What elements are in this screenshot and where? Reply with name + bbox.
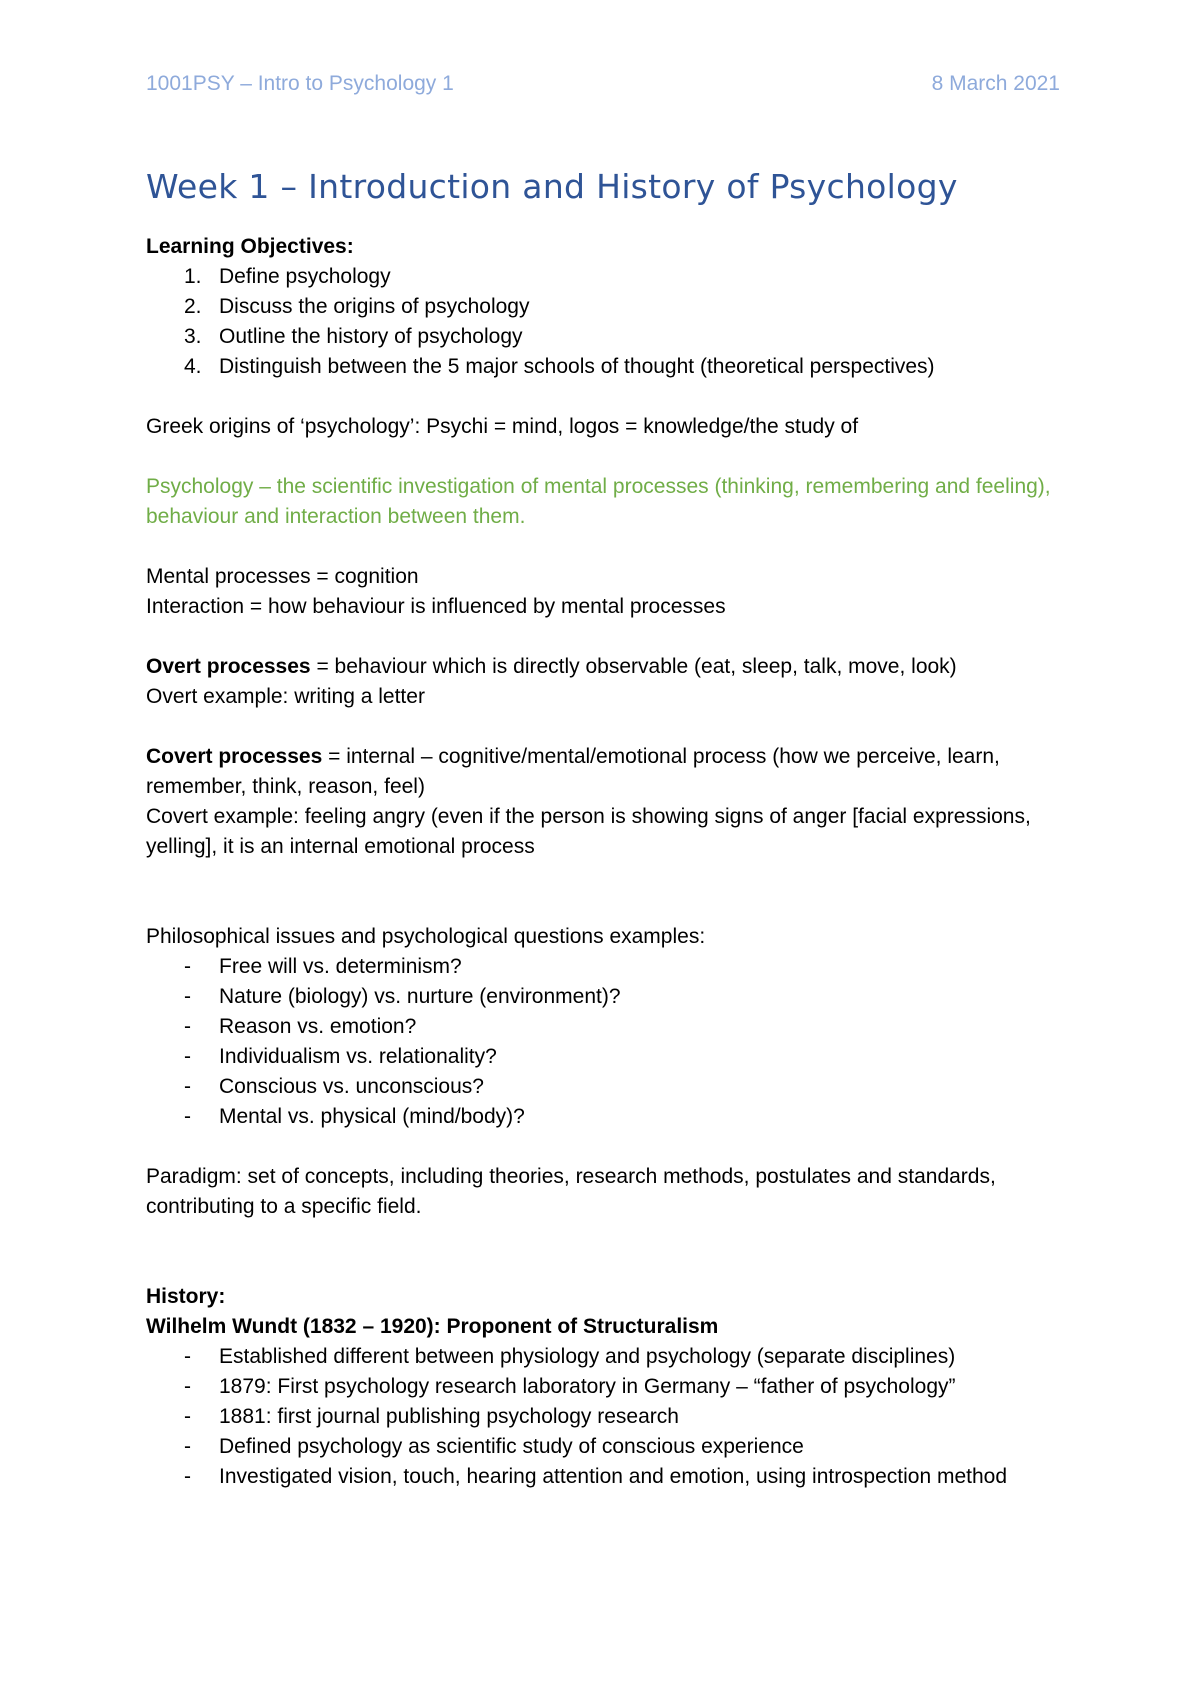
wundt-list xyxy=(146,1342,1061,1492)
mental-processes-line: Mental processes = cognition xyxy=(146,565,419,588)
dash-bullet: - xyxy=(184,1405,191,1428)
dash-bullet: - xyxy=(184,1045,191,1068)
overt-definition-text: = behaviour which is directly observable (eat, sleep, talk, move, look) xyxy=(310,655,957,678)
list-item xyxy=(146,1342,1061,1372)
list-item xyxy=(146,1432,1061,1462)
covert-example: Covert example: feeling angry (even if the person is showing signs of anger [facial expressions, yelling], it is an internal emotional process xyxy=(146,805,1031,858)
list-number: 4. xyxy=(184,355,202,378)
dash-bullet: - xyxy=(184,1075,191,1098)
interaction-line: Interaction = how behaviour is influenced by mental processes xyxy=(146,595,726,618)
list-item-text: Define psychology xyxy=(219,265,391,288)
wundt-heading: Wilhelm Wundt (1832 – 1920): Proponent of Structuralism xyxy=(146,1315,719,1338)
list-item xyxy=(146,1372,1061,1402)
list-item-text: Discuss the origins of psychology xyxy=(219,295,530,318)
overt-definition xyxy=(146,652,1061,682)
list-item-text: Defined psychology as scientific study of conscious experience xyxy=(219,1435,804,1458)
covert-definition-text: = internal – cognitive/mental/emotional process (how we perceive, learn, remember, think, reason, feel) xyxy=(146,745,1000,798)
objectives-list xyxy=(146,262,1061,382)
list-item-text: Established different between physiology and psychology (separate disciplines) xyxy=(219,1345,956,1368)
list-item-text: Outline the history of psychology xyxy=(219,325,523,348)
covert-term: Covert processes xyxy=(146,745,323,768)
dash-bullet: - xyxy=(184,1435,191,1458)
overt-term: Overt processes xyxy=(146,655,311,678)
philosophical-list xyxy=(146,952,1061,1132)
overt-example: Overt example: writing a letter xyxy=(146,685,425,708)
paradigm-definition: Paradigm: set of concepts, including theories, research methods, postulates and standards, contributing to a specific field. xyxy=(146,1165,996,1218)
document-body xyxy=(146,166,1061,1492)
dash-bullet: - xyxy=(184,1375,191,1398)
dash-bullet: - xyxy=(184,985,191,1008)
list-item xyxy=(146,952,1061,982)
list-item xyxy=(146,982,1061,1012)
list-item xyxy=(146,1012,1061,1042)
list-item-text: Nature (biology) vs. nurture (environment)? xyxy=(219,985,621,1008)
list-item-text: Conscious vs. unconscious? xyxy=(219,1075,484,1098)
greek-origins: Greek origins of ‘psychology’: Psychi = mind, logos = knowledge/the study of xyxy=(146,415,859,438)
list-number: 3. xyxy=(184,325,202,348)
list-item xyxy=(146,1042,1061,1072)
list-item xyxy=(146,1102,1061,1132)
psychology-definition: Psychology – the scientific investigation of mental processes (thinking, remembering and feeling), behaviour and interaction between them. xyxy=(146,475,1051,528)
dash-bullet: - xyxy=(184,1105,191,1128)
page-title: Week 1 – Introduction and History of Psychology xyxy=(146,167,958,206)
list-item xyxy=(146,1072,1061,1102)
list-item-text: Individualism vs. relationality? xyxy=(219,1045,497,1068)
list-item-text: Free will vs. determinism? xyxy=(219,955,462,978)
course-title: 1001PSY – Intro to Psychology 1 xyxy=(146,72,454,95)
list-item-text: Investigated vision, touch, hearing attention and emotion, using introspection method xyxy=(219,1465,1008,1488)
list-number: 1. xyxy=(184,265,202,288)
covert-definition xyxy=(146,742,1061,802)
dash-bullet: - xyxy=(184,1465,191,1488)
list-item xyxy=(146,1402,1061,1432)
objectives-heading: Learning Objectives: xyxy=(146,235,354,258)
list-number: 2. xyxy=(184,295,202,318)
header-date: 8 March 2021 xyxy=(931,72,1060,95)
dash-bullet: - xyxy=(184,1015,191,1038)
list-item-text: Distinguish between the 5 major schools of thought (theoretical perspectives) xyxy=(219,355,935,378)
list-item xyxy=(146,1462,1061,1492)
list-item xyxy=(146,292,1061,322)
philosophical-heading: Philosophical issues and psychological questions examples: xyxy=(146,925,706,948)
list-item xyxy=(146,352,1061,382)
list-item xyxy=(146,262,1061,292)
list-item xyxy=(146,322,1061,352)
list-item-text: 1879: First psychology research laboratory in Germany – “father of psychology” xyxy=(219,1375,956,1398)
history-heading: History: xyxy=(146,1285,226,1308)
list-item-text: Mental vs. physical (mind/body)? xyxy=(219,1105,525,1128)
list-item-text: Reason vs. emotion? xyxy=(219,1015,417,1038)
dash-bullet: - xyxy=(184,955,191,978)
list-item-text: 1881: first journal publishing psychology research xyxy=(219,1405,679,1428)
dash-bullet: - xyxy=(184,1345,191,1368)
